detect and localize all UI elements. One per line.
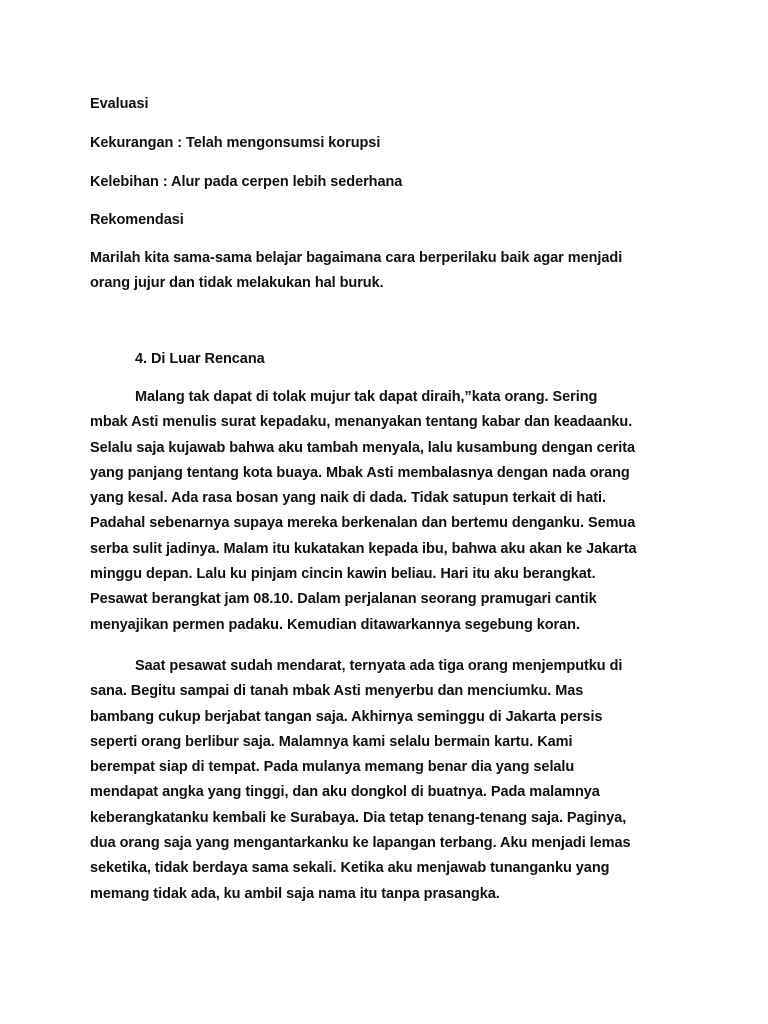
paragraph-2	[90, 654, 682, 907]
paragraph-1	[90, 385, 682, 638]
paragraph-1-line: Pesawat berangkat jam 08.10. Dalam perjalanan seorang pramugari cantik	[90, 591, 597, 608]
heading-evaluasi: Evaluasi	[90, 96, 149, 112]
paragraph-1-line: Padahal sebenarnya supaya mereka berkenalan dan bertemu denganku. Semua	[90, 515, 636, 532]
rekomendasi-line: Marilah kita sama-sama belajar bagaimana cara berperilaku baik agar menjadi	[90, 250, 623, 266]
paragraph-2-line: bambang cukup berjabat tangan saja. Akhirnya seminggu di Jakarta persis	[90, 708, 603, 725]
paragraph-2-line: Saat pesawat sudah mendarat, ternyata ada tiga orang menjemputku di	[135, 658, 623, 674]
paragraph-2-line: sana. Begitu sampai di tanah mbak Asti menyerbu dan menciumku. Mas	[90, 683, 584, 700]
paragraph-1-line: yang kesal. Ada rasa bosan yang naik di dada. Tidak satupun terkait di hati.	[90, 490, 606, 507]
heading-rekomendasi: Rekomendasi	[90, 212, 184, 228]
paragraph-2-line: memang tidak ada, ku ambil saja nama itu tanpa prasangka.	[90, 885, 500, 902]
paragraph-2-line: berempat siap di tempat. Pada mulanya memang benar dia yang selalu	[90, 759, 575, 776]
kekurangan-line: Kekurangan : Telah mengonsumsi korupsi	[90, 135, 381, 151]
paragraph-1-line: Selalu saja kujawab bahwa aku tambah menyala, lalu kusambung dengan cerita	[90, 439, 636, 456]
paragraph-1-line: yang panjang tentang kota buaya. Mbak Asti membalasnya dengan nada orang	[90, 464, 630, 481]
paragraph-2-line: mendapat angka yang tinggi, dan aku dongkol di buatnya. Pada malamnya	[90, 784, 600, 801]
paragraph-1-line: minggu depan. Lalu ku pinjam cincin kawin beliau. Hari itu aku berangkat.	[90, 566, 596, 583]
rekomendasi-paragraph	[90, 246, 682, 297]
paragraph-1-line: mbak Asti menulis surat kepadaku, menanyakan tentang kabar dan keadaanku.	[90, 414, 633, 431]
paragraph-2-line: keberangkatanku kembali ke Surabaya. Dia tetap tenang-tenang saja. Paginya,	[90, 809, 627, 826]
paragraph-2-line: dua orang saja yang mengantarkanku ke lapangan terbang. Aku menjadi lemas	[90, 835, 631, 852]
section-title: 4. Di Luar Rencana	[135, 351, 265, 367]
paragraph-1-line: serba sulit jadinya. Malam itu kukatakan kepada ibu, bahwa aku akan ke Jakarta	[90, 540, 637, 557]
rekomendasi-line: orang jujur dan tidak melakukan hal buruk.	[90, 275, 384, 292]
paragraph-2-line: seperti orang berlibur saja. Malamnya kami selalu bermain kartu. Kami	[90, 733, 573, 750]
paragraph-1-line: menyajikan permen padaku. Kemudian ditawarkannya segebung koran.	[90, 616, 580, 633]
paragraph-1-line: Malang tak dapat di tolak mujur tak dapat diraih,”kata orang. Sering	[135, 389, 598, 405]
kelebihan-line: Kelebihan : Alur pada cerpen lebih sederhana	[90, 174, 403, 190]
paragraph-2-line: seketika, tidak berdaya sama sekali. Ketika aku menjawab tunanganku yang	[90, 860, 610, 877]
